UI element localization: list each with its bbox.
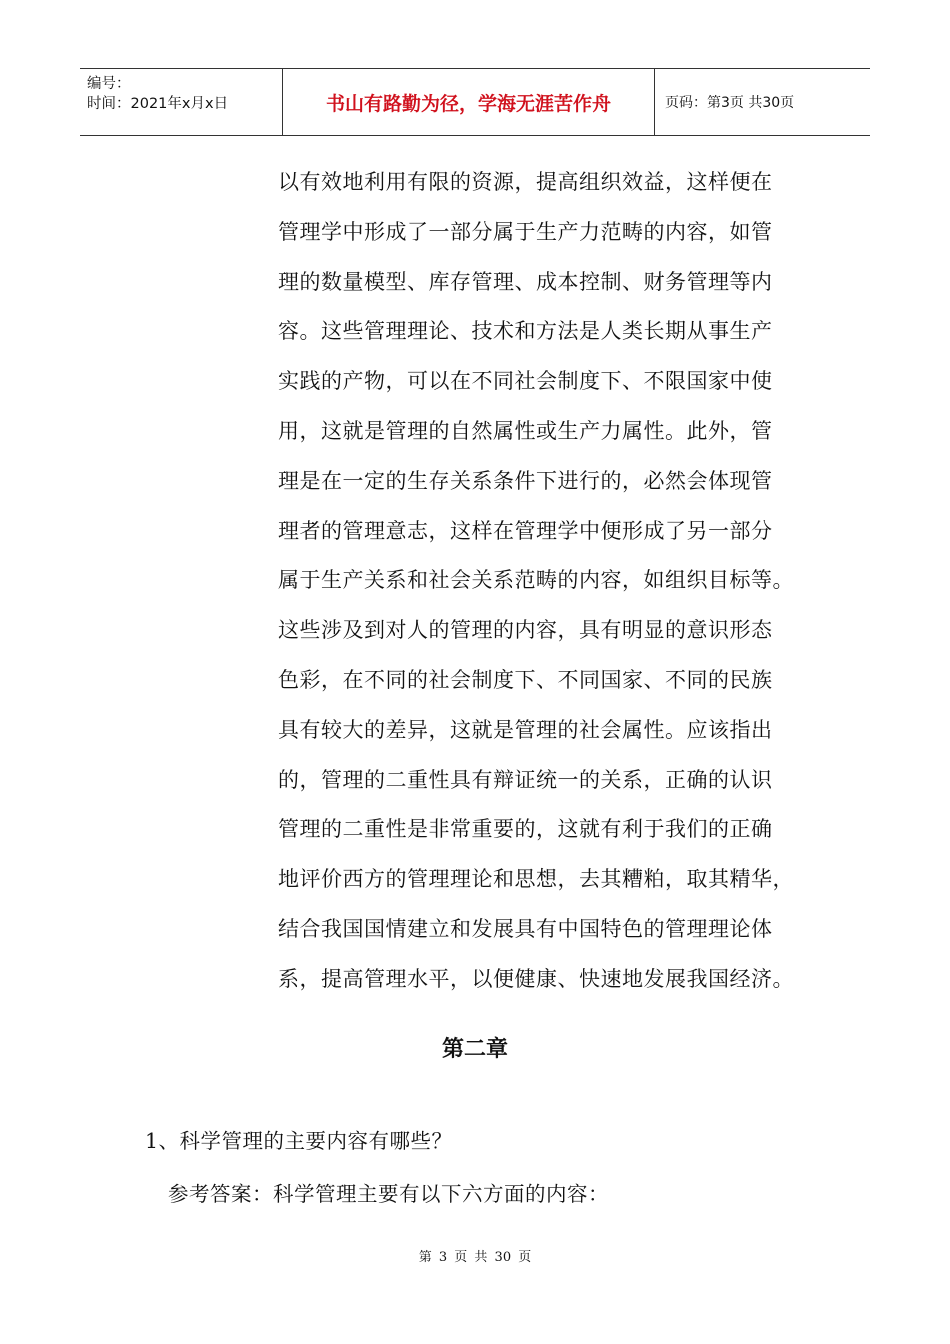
page-header: [80, 68, 870, 136]
body-line: 以有效地利用有限的资源，提高组织效益，这样便在: [278, 170, 773, 194]
page-footer: 第 3 页 共 30 页: [418, 1250, 532, 1265]
body-line: 容。这些管理理论、技术和方法是人类长期从事生产: [278, 319, 773, 344]
body-line: 具有较大的差异，这就是管理的社会属性。应该指出: [278, 717, 773, 742]
body-line: 的，管理的二重性具有辩证统一的关系，正确的认识: [278, 767, 773, 792]
body-line: 理是在一定的生存关系条件下进行的，必然会体现管: [278, 468, 773, 493]
header-page-number: 页码：第3页 共30页: [665, 95, 795, 111]
header-info-cell: [80, 69, 283, 135]
body-line: 地评价西方的管理理论和思想，去其糟粕，取其精华，: [278, 867, 794, 892]
body-line: 系，提高管理水平，以便健康、快速地发展我国经济。: [278, 966, 794, 991]
answer-intro: 参考答案：科学管理主要有以下六方面的内容：: [168, 1182, 609, 1206]
body-line: 用，这就是管理的自然属性或生产力属性。此外，管: [278, 418, 773, 443]
body-paragraph: [278, 158, 818, 1005]
body-line: 属于生产关系和社会关系范畴的内容，如组织目标等。: [278, 568, 794, 593]
body-line: 管理的二重性是非常重要的，这就有利于我们的正确: [278, 817, 773, 842]
question-heading: 1、科学管理的主要内容有哪些？: [145, 1129, 453, 1153]
body-line: 管理学中形成了一部分属于生产力范畴的内容，如管: [278, 219, 773, 244]
body-line: 结合我国国情建立和发展具有中国特色的管理理论体: [278, 916, 773, 941]
chapter-title: 第二章: [441, 1037, 508, 1062]
header-page-cell: [655, 69, 870, 135]
header-motto: 书山有路勤为径，学海无涯苦作舟: [325, 92, 611, 115]
document-time-label: 时间：2021年x月x日: [87, 96, 229, 112]
body-line: 实践的产物，可以在不同社会制度下、不限国家中使: [278, 369, 773, 394]
body-line: 理的数量模型、库存管理、成本控制、财务管理等内: [278, 269, 773, 294]
body-line: 色彩，在不同的社会制度下、不同国家、不同的民族: [278, 667, 773, 692]
body-line: 这些涉及到对人的管理的内容，具有明显的意识形态: [278, 618, 773, 643]
header-motto-cell: [283, 69, 655, 135]
document-number-label: 编号：: [87, 76, 131, 92]
body-line: 理者的管理意志，这样在管理学中便形成了另一部分: [278, 518, 773, 543]
